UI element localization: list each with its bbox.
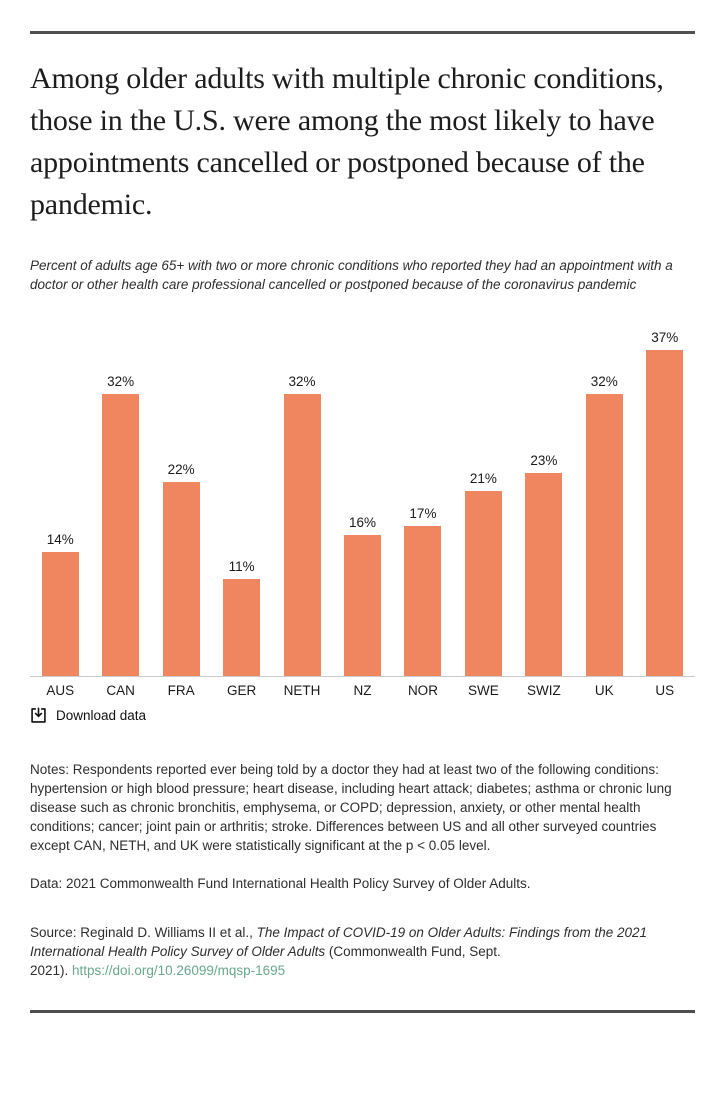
chart-article [0, 31, 725, 1013]
category-label-can: CAN [106, 682, 135, 698]
bar-neth[interactable] [284, 394, 321, 676]
bar-value-label: 14% [46, 532, 74, 548]
bar-chart [30, 329, 695, 698]
source-publication-title: The Impact of COVID-19 on Older Adults: Findings from the 2021 International Health Policy Survey of Older Adults [30, 924, 648, 959]
chart-plot-area [30, 329, 695, 676]
bar-column-aus [30, 532, 90, 675]
bar-uk[interactable] [586, 394, 623, 676]
bar-value-label: 16% [348, 514, 376, 530]
category-label-nor: NOR [407, 682, 438, 698]
bar-column-ger [211, 559, 271, 676]
doi-link[interactable]: https://doi.org/10.26099/mqsp-1695 [72, 963, 286, 979]
bar-us[interactable] [646, 350, 683, 676]
page-title: Among older adults with multiple chronic conditions, those in the U.S. were among the most likely to have appointments cancelled or postponed because of the pandemic. [30, 61, 664, 221]
category-label-swe: SWE [468, 682, 499, 698]
notes-text: Notes: Respondents reported ever being told by a doctor they had at least two of the following conditions: hypertension or high blood pressure; heart disease, including heart attack; diabetes; asthma or chronic lung disease such as chronic bronchitis, emphysema, or COPD; depression, anxiety, or other mental health conditions; cancer; joint pain or arthritis; stroke. Differences between US and all other surveyed countries except CAN, NETH, and UK were statistically significant at the p < 0.05 level. [30, 761, 672, 854]
bar-value-label: 11% [228, 558, 255, 574]
bar-column-us [635, 330, 695, 676]
bar-column-swe [453, 471, 513, 676]
bottom-divider [30, 1010, 695, 1013]
category-label-swiz: SWIZ [526, 682, 561, 698]
bar-swiz[interactable] [525, 473, 562, 675]
category-label-aus: AUS [46, 682, 75, 698]
source-prefix: Source: Reginald D. Williams II et al., [30, 924, 257, 940]
category-label-ger: GER [226, 682, 257, 698]
bar-nor[interactable] [404, 526, 441, 676]
top-divider [30, 31, 695, 34]
bar-column-uk [574, 374, 634, 676]
bar-value-label: 17% [409, 505, 437, 521]
category-label-uk: UK [594, 682, 614, 698]
bar-value-label: 37% [651, 329, 679, 345]
bar-value-label: 23% [530, 453, 558, 469]
bar-column-swiz [514, 453, 574, 675]
bar-value-label: 32% [590, 373, 618, 389]
bar-aus[interactable] [42, 552, 79, 675]
bar-column-neth [272, 374, 332, 676]
bar-ger[interactable] [223, 579, 260, 676]
bar-column-can [90, 374, 150, 676]
bar-can[interactable] [102, 394, 139, 676]
category-label-fra: FRA [167, 682, 195, 698]
data-note-text: Data: 2021 Commonwealth Fund International Health Policy Survey of Older Adults. [30, 875, 531, 891]
category-label-us: US [655, 682, 675, 698]
source-text [30, 923, 695, 981]
download-icon [30, 707, 47, 724]
bar-column-fra [151, 462, 211, 676]
bar-value-label: 32% [107, 373, 135, 389]
bar-column-nor [393, 506, 453, 676]
x-axis-labels [30, 677, 695, 698]
bar-nz[interactable] [344, 535, 381, 676]
chart-subtitle: Percent of adults age 65+ with two or more chronic conditions who reported they had an appointment with a doctor or other health care professional cancelled or postponed because of the coronavirus pandemic [30, 257, 673, 292]
source-after-title: (Commonwealth Fund, Sept. [325, 943, 501, 959]
download-data-button[interactable] [30, 707, 146, 724]
source-line2: 2021). [30, 963, 73, 979]
bar-value-label: 32% [288, 373, 316, 389]
download-label: Download data [56, 707, 147, 723]
bar-column-nz [332, 515, 392, 676]
category-label-neth: NETH [283, 682, 321, 698]
category-label-nz: NZ [353, 682, 372, 698]
bar-value-label: 21% [469, 470, 497, 486]
bar-value-label: 22% [167, 461, 195, 477]
bar-fra[interactable] [163, 482, 200, 676]
bar-swe[interactable] [465, 491, 502, 676]
